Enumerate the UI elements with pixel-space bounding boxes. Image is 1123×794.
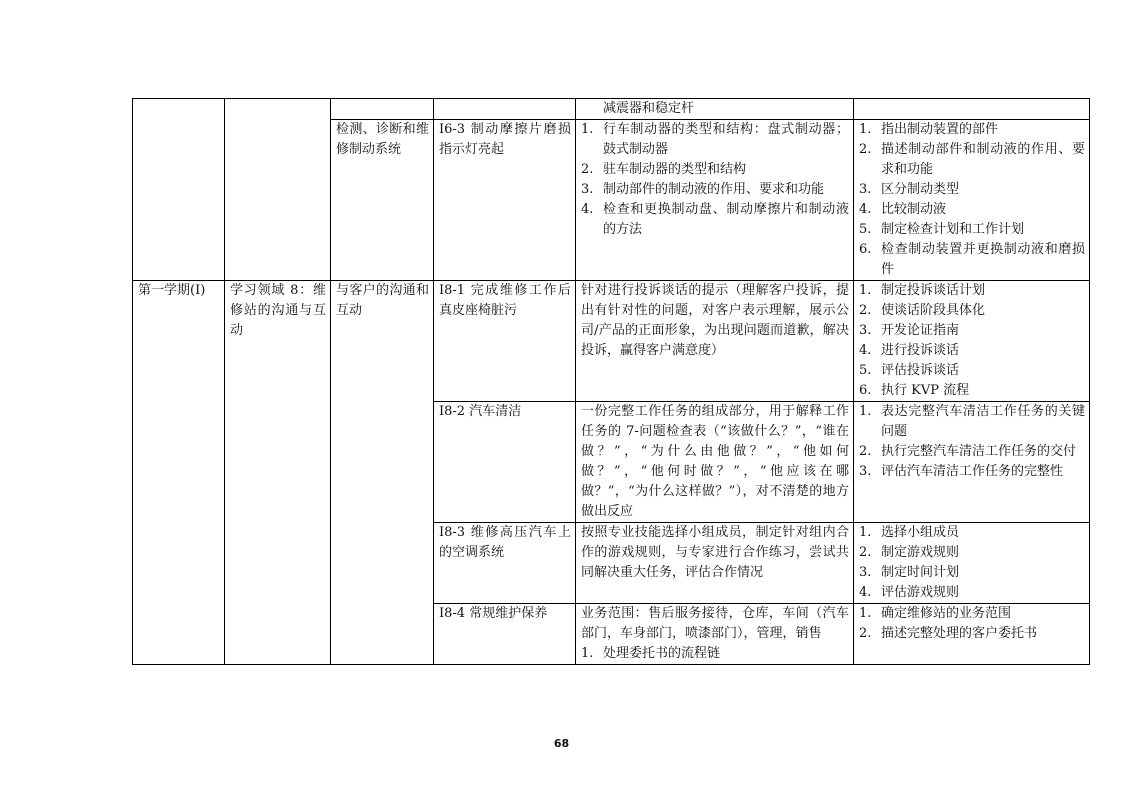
list-item: 1. 指出制动装置的部件 (859, 122, 999, 137)
goals-cell (854, 402, 1090, 523)
table-row (133, 281, 1090, 402)
content-cell: 针对进行投诉谈话的提示（理解客户投诉，提出有针对性的问题，对客户表示理解，展示公司/产品的正面形象，为出现问题而道歉，解决投诉，赢得客户满意度） (576, 281, 854, 402)
list-item: 4. 比较制动液 (859, 202, 947, 217)
page-number: 68 (553, 737, 570, 750)
goals-list (859, 120, 1085, 280)
table-row (133, 99, 1090, 120)
task-cell: I8-2 汽车清洁 (434, 402, 576, 523)
semester-cell: 第一学期(I) (133, 281, 225, 665)
goals-list (859, 402, 1085, 482)
list-item: 2. 驻车制动器的类型和结构 (581, 162, 747, 177)
list-item: 3. 开发论证指南 (859, 323, 960, 338)
task-cell: I8-4 常规维护保养 (434, 604, 576, 665)
list-item: 5. 制定检查计划和工作计划 (859, 222, 1025, 237)
content-cell (576, 120, 854, 281)
goals-list (859, 523, 1085, 603)
field-cell: 学习领域 8：维修站的沟通与互动 (225, 281, 331, 665)
list-item: 1. 选择小组成员 (859, 525, 960, 540)
goals-cell (854, 523, 1090, 604)
topic-cell-continued (331, 99, 434, 120)
goals-cell (854, 281, 1090, 402)
list-item: 1. 处理委托书的流程链 (581, 646, 721, 661)
list-item: 5. 评估投诉谈话 (859, 363, 960, 378)
list-item: 6. 执行 KVP 流程 (859, 383, 970, 398)
list-item: 3. 区分制动类型 (859, 182, 960, 197)
list-item: 4. 进行投诉谈话 (859, 343, 960, 358)
content-text: 业务范围：售后服务接待，仓库，车间（汽车部门，车身部门，喷漆部门），管理，销售 (581, 606, 849, 641)
list-item: 1. 制定投诉谈话计划 (859, 283, 986, 298)
topic-cell: 与客户的沟通和互动 (331, 281, 434, 665)
curriculum-table (132, 98, 1090, 665)
list-item: 2. 使谈话阶段具体化 (859, 303, 986, 318)
task-cell (434, 99, 576, 120)
list-item: 1. 确定维修站的业务范围 (859, 606, 1012, 621)
content-list (581, 644, 849, 664)
goals-cell (854, 99, 1090, 120)
content-list (581, 120, 849, 240)
list-item: 4. 评估游戏规则 (859, 585, 960, 600)
semester-cell-continued (133, 99, 225, 281)
content-text: 减震器和稳定杆 (603, 101, 695, 116)
list-item: 2. 描述完整处理的客户委托书 (859, 626, 1038, 641)
list-item: 2. 制定游戏规则 (859, 545, 960, 560)
list-item: 2. 描述制动部件和制动液的作用、要求和功能 (859, 142, 1085, 177)
list-item: 1. 行车制动器的类型和结构：盘式制动器；鼓式制动器 (581, 122, 849, 157)
task-cell: I8-3 维修高压汽车上的空调系统 (434, 523, 576, 604)
task-cell: I8-1 完成维修工作后真皮座椅脏污 (434, 281, 576, 402)
list-item: 3. 评估汽车清洁工作任务的完整性 (859, 464, 1064, 479)
list-item: 1. 表达完整汽车清洁工作任务的关键问题 (859, 404, 1085, 439)
content-cell: 一份完整工作任务的组成部分，用于解释工作任务的 7-问题检查表（“该做什么？”，“谁在做？”，“为什么由他做？”，“他如何做？”，“他何时做？”，“他应该在哪做？”，“为什么这样做？”），对不清楚的地方做出反应 (576, 402, 854, 523)
task-cell: I6-3 制动摩擦片磨损指示灯亮起 (434, 120, 576, 281)
content-cell: 按照专业技能选择小组成员，制定针对组内合作的游戏规则，与专家进行合作练习，尝试共同解决重大任务，评估合作情况 (576, 523, 854, 604)
goals-cell (854, 120, 1090, 281)
content-cell (576, 604, 854, 665)
content-cell (576, 99, 854, 120)
list-item: 3. 制定时间计划 (859, 565, 960, 580)
list-item: 6. 检查制动装置并更换制动液和磨损件 (859, 242, 1085, 277)
topic-cell: 检测、诊断和维修制动系统 (331, 120, 434, 281)
field-cell-continued (225, 99, 331, 281)
list-item: 3. 制动部件的制动液的作用、要求和功能 (581, 182, 825, 197)
list-item: 2. 执行完整汽车清洁工作任务的交付 (859, 444, 1077, 459)
goals-cell (854, 604, 1090, 665)
goals-list (859, 604, 1085, 644)
goals-list (859, 281, 1085, 401)
list-item: 4. 检查和更换制动盘、制动摩擦片和制动液的方法 (581, 202, 849, 237)
